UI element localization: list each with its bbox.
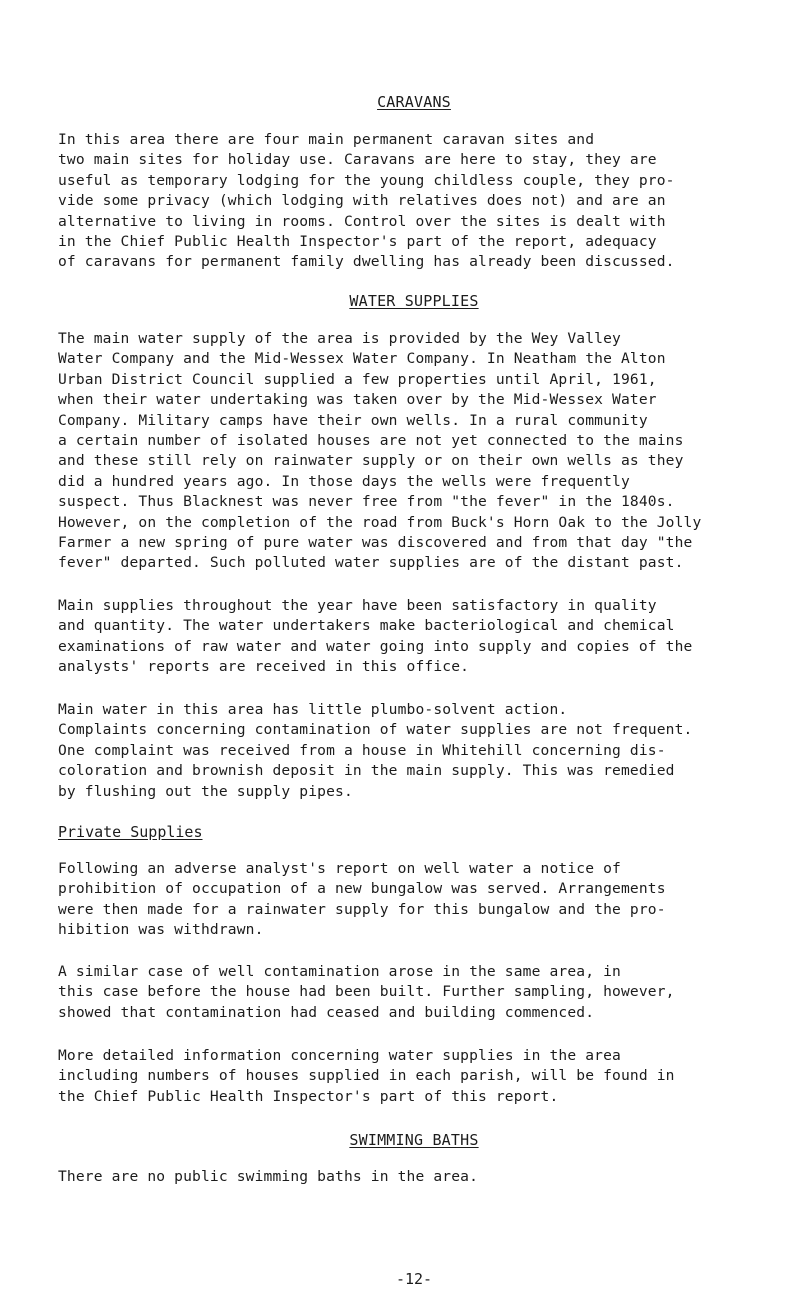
private-supplies-heading: Private Supplies (58, 823, 203, 841)
private-supplies-paragraph-1: Following an adverse analyst's report on well water a notice of prohibition of occupation of a new bungalow was served. Arrangements were then made for a rainwater supply for this bungalow and the pro- hibition was withdrawn. (58, 860, 666, 939)
private-supplies-paragraph-2: A similar case of well contamination arose in the same area, in this case before the house had been built. Further sampling, however, showed that contamination had ceased and building commenced. (58, 963, 675, 1021)
caravans-paragraph: In this area there are four main permanent caravan sites and two main sites for holiday use. Caravans are here to stay, they are useful as temporary lodging for the young childless couple, they pro- vide some privacy (which lodging with relatives does not) and are an alternative to living in rooms. Control over the sites is dealt with in the Chief Public Health Inspector's part of the report, adequacy of caravans for permanent family dwelling has already been discussed. (58, 131, 675, 271)
swimming-baths-paragraph: There are no public swimming baths in the area. (58, 1168, 479, 1185)
water-supplies-heading: WATER SUPPLIES (349, 292, 479, 310)
private-supplies-paragraph-3: More detailed information concerning water supplies in the area including numbers of houses supplied in each parish, will be found in the Chief Public Health Inspector's part of this report. (58, 1047, 675, 1105)
swimming-baths-heading: SWIMMING BATHS (349, 1131, 479, 1149)
water-supplies-paragraph-1: The main water supply of the area is provided by the Wey Valley Water Company and the Mid-Wessex Water Company. In Neatham the Alton Urban District Council supplied a few properties until April, 1961, when their water undertaking was taken over by the Mid-Wessex Water Company. Military camps have their own wells. In a rural community a certain number of isolated houses are not yet connected to the mains and these still rely on rainwater supply or on their own wells as they did a hundred years ago. In those days the wells were frequently suspect. Thus Blacknest was never free from "the fever" in the 1840s. However, on the completion of the road from Buck's Horn Oak to the Jolly Farmer a new spring of pure water was discovered and from that day "the fever" departed. Such polluted water supplies are of the distant past. (58, 330, 702, 572)
water-supplies-paragraph-3: Main water in this area has little plumbo-solvent action. Complaints concerning contamination of water supplies are not frequent. One complaint was received from a house in Whitehill concerning dis- coloration and brownish deposit in the main supply. This was remedied by flushing out the supply pipes. (58, 701, 693, 800)
water-supplies-paragraph-2: Main supplies throughout the year have been satisfactory in quality and quantity. The water undertakers make bacteriological and chemical examinations of raw water and water going into supply and copies of the analysts' reports are received in this office. (58, 597, 693, 676)
page-number: -12- (395, 1270, 433, 1288)
caravans-heading: CARAVANS (377, 93, 451, 111)
